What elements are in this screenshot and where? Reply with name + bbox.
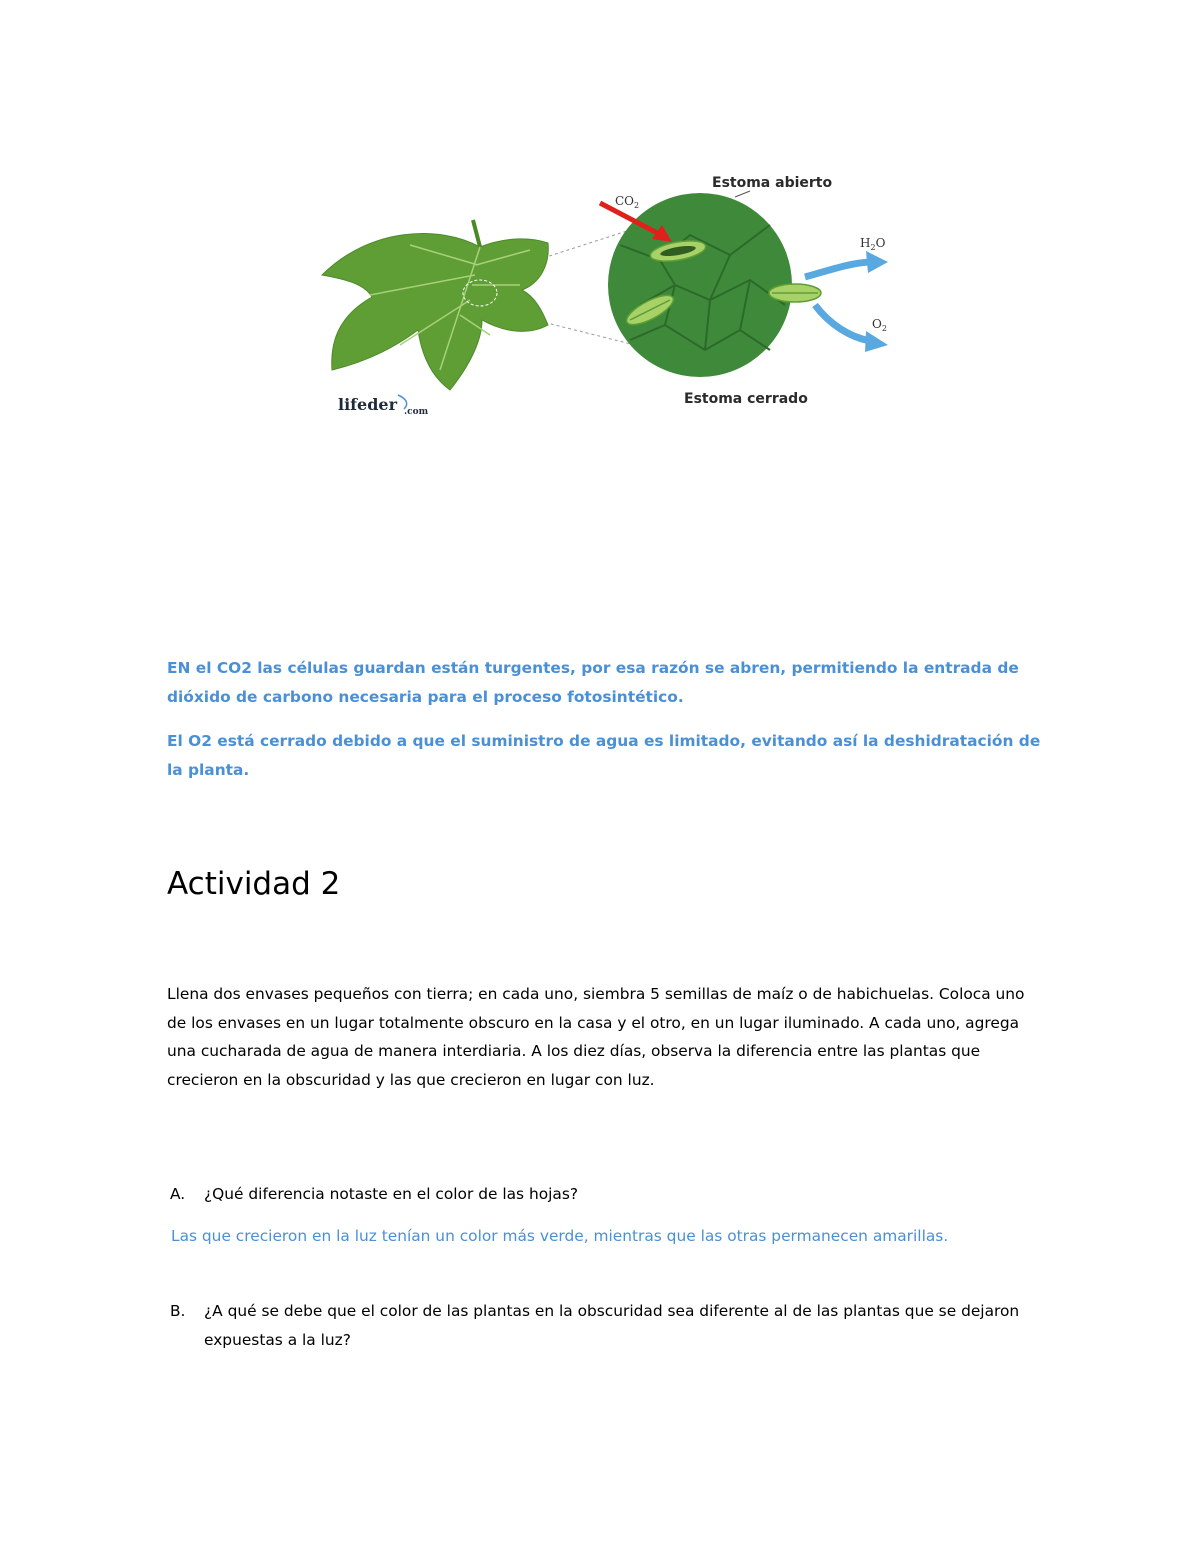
label-h2o: $H_2O$: [860, 236, 886, 252]
activity-title: Actividad 2: [167, 866, 341, 902]
activity-instructions: Llena dos envases pequeños con tierra; en cada uno, siembra 5 semillas de maíz o de habichuelas. Coloca uno de los envases en un lugar totalmente obscuro en la casa y el otro, en un lugar iluminado. A cada uno, agrega una cucharada de agua de manera interdiaria. A los diez días, observa la diferencia entre las plantas que crecieron en la obscuridad y las que crecieron en lugar con luz.: [167, 985, 1025, 1089]
fig-leaf-icon: [322, 220, 548, 390]
question-a-text: ¿Qué diferencia notaste en el color de las hojas?: [204, 1185, 579, 1203]
label-estoma-abierto: Estoma abierto: [712, 175, 833, 191]
label-o2: $O_2$: [872, 317, 887, 333]
label-co2: $CO_2$: [615, 194, 640, 210]
stomata-diagram: [310, 165, 900, 425]
question-a-letter: A.: [170, 1185, 186, 1203]
answer-paragraph-co2: EN el CO2 las células guardan están turgentes, por esa razón se abren, permitiendo la entrada de dióxido de carbono necesaria para el proceso fotosintético.: [167, 659, 1019, 706]
answer-a: Las que crecieron en la luz tenían un color más verde, mientras que las otras permanecen amarillas.: [171, 1227, 949, 1245]
answer-paragraph-o2: El O2 está cerrado debido a que el suministro de agua es limitado, evitando así la deshidratación de la planta.: [167, 732, 1041, 779]
stomata-closeup-icon: [608, 193, 821, 377]
h2o-arrow-icon: [805, 262, 870, 277]
label-estoma-cerrado: Estoma cerrado: [684, 391, 808, 407]
svg-text:.com: .com: [404, 407, 429, 417]
svg-text:lifeder: lifeder: [338, 395, 398, 414]
question-b-text: ¿A qué se debe que el color de las plantas en la obscuridad sea diferente al de las plantas que se dejaron expuestas a la luz?: [204, 1302, 1020, 1349]
lifeder-logo: [338, 395, 429, 417]
question-b-letter: B.: [170, 1302, 186, 1320]
stomata-figure: [310, 165, 900, 425]
o2-arrow-icon: [815, 305, 870, 341]
